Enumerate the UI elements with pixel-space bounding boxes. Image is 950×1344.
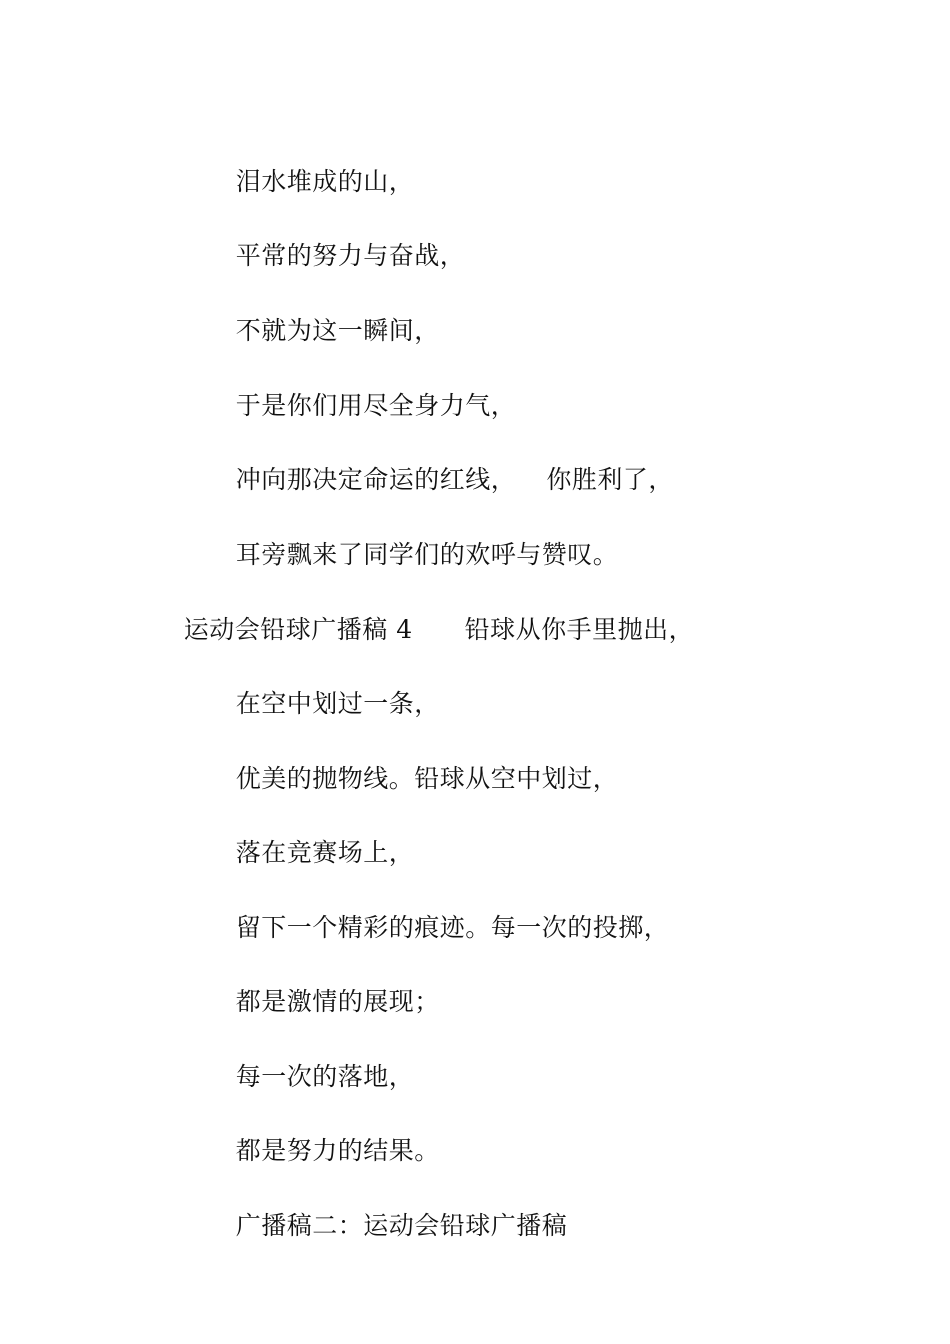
line-text: 于是你们用尽全身力气， (235, 391, 517, 420)
line-text: 都是努力的结果。 (235, 1136, 440, 1165)
line-text: 每一次的落地， (235, 1062, 415, 1091)
line-text: 冲向那决定命运的红线， (235, 465, 517, 494)
line-text: 不就为这一瞬间， (235, 316, 440, 345)
section-heading: 运动会铅球广播稿 4 (183, 615, 413, 644)
line-text: 落在竞赛场上， (235, 838, 415, 867)
line-text: 都是激情的展现； (235, 987, 440, 1016)
line-text: 留下一个精彩的痕迹。每一次的投掷， (235, 913, 670, 942)
line-text: 优美的抛物线。铅球从空中划过， (235, 764, 619, 793)
line-text: 铅球从你手里抛出， (464, 615, 695, 644)
line-text: 在空中划过一条， (235, 689, 440, 718)
line-text: 广播稿二：运动会铅球广播稿 (235, 1211, 568, 1240)
line-text: 耳旁飘来了同学们的欢呼与赞叹。 (235, 540, 619, 569)
line-text: 泪水堆成的山， (235, 167, 415, 196)
line-text: 你胜利了， (546, 465, 674, 494)
line-text: 平常的努力与奋战， (235, 241, 466, 270)
text-line (202, 1181, 567, 1271)
